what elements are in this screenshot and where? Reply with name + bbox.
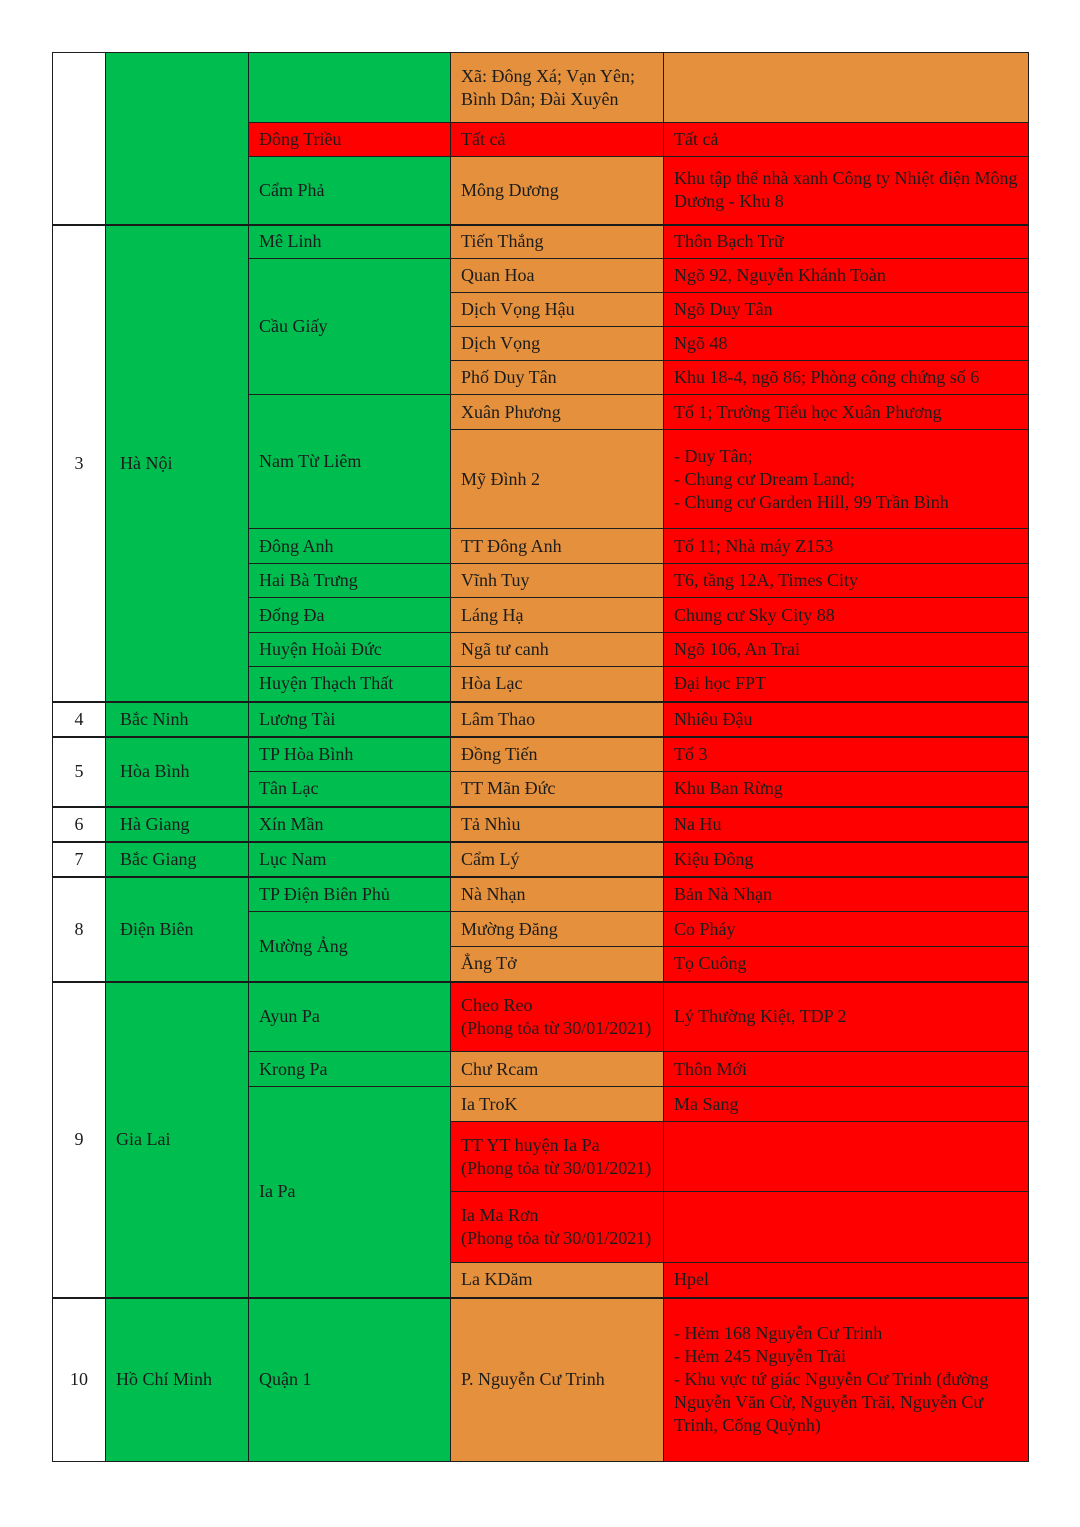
location-cell <box>664 1192 1029 1263</box>
district-cell: Đống Đa <box>249 598 451 633</box>
district-cell: TP Hòa Bình <box>249 737 451 772</box>
location-cell: Bản Nà Nhạn <box>664 877 1029 912</box>
ward-cell: TT YT huyện Ia Pa (Phong tỏa từ 30/01/2021) <box>451 1122 664 1192</box>
province-cell: Bắc Ninh <box>106 702 249 737</box>
location-cell: Thôn Mới <box>664 1052 1029 1087</box>
district-cell: Nam Từ Liêm <box>249 395 451 529</box>
location-cell: Ngõ Duy Tân <box>664 293 1029 327</box>
district-cell: TP Điện Biên Phủ <box>249 877 451 912</box>
ward-cell: Tiến Thắng <box>451 225 664 259</box>
ward-cell: Mường Đăng <box>451 912 664 947</box>
table-row <box>53 53 1029 123</box>
table-row <box>53 982 1029 1052</box>
stt-cell <box>53 53 106 225</box>
location-cell: Tổ 11; Nhà máy Z153 <box>664 529 1029 564</box>
stt-cell: 7 <box>53 842 106 877</box>
province-cell: Hòa Bình <box>106 737 249 807</box>
stt-cell: 3 <box>53 225 106 702</box>
location-cell: Ngõ 92, Nguyễn Khánh Toàn <box>664 259 1029 293</box>
district-cell: Đông Anh <box>249 529 451 564</box>
ward-cell: Đồng Tiến <box>451 737 664 772</box>
table-row <box>53 807 1029 842</box>
ward-cell: Dịch Vọng Hậu <box>451 293 664 327</box>
location-cell: T6, tầng 12A, Times City <box>664 564 1029 598</box>
location-cell: Khu tập thể nhà xanh Công ty Nhiệt điện Mông Dương - Khu 8 <box>664 157 1029 225</box>
ward-cell: Cheo Reo (Phong tỏa từ 30/01/2021) <box>451 982 664 1052</box>
district-cell: Ayun Pa <box>249 982 451 1052</box>
location-cell: Tọ Cuông <box>664 947 1029 982</box>
province-cell: Hồ Chí Minh <box>106 1298 249 1462</box>
location-cell: Kiệu Đông <box>664 842 1029 877</box>
ward-cell: Mỹ Đình 2 <box>451 430 664 529</box>
location-cell: - Hẻm 168 Nguyễn Cư Trinh - Hẻm 245 Nguyễn Trãi - Khu vực tứ giác Nguyễn Cư Trinh (đường Nguyễn Văn Cừ, Nguyễn Trãi, Nguyễn Cư Trinh, Cống Quỳnh) <box>664 1298 1029 1462</box>
district-cell: Đông Triều <box>249 123 451 157</box>
ward-cell: Tất cả <box>451 123 664 157</box>
district-cell <box>249 53 451 123</box>
stt-cell: 9 <box>53 982 106 1298</box>
outbreak-table <box>52 52 1029 1462</box>
province-cell <box>106 53 249 225</box>
location-cell: Thôn Bạch Trữ <box>664 225 1029 259</box>
district-cell: Hai Bà Trưng <box>249 564 451 598</box>
location-cell <box>664 53 1029 123</box>
table-row <box>53 842 1029 877</box>
province-cell: Hà Giang <box>106 807 249 842</box>
province-cell: Hà Nội <box>106 225 249 702</box>
stt-cell: 8 <box>53 877 106 982</box>
ward-cell: Mông Dương <box>451 157 664 225</box>
location-cell: Ma Sang <box>664 1087 1029 1122</box>
location-cell: Tất cả <box>664 123 1029 157</box>
district-cell: Cầu Giấy <box>249 259 451 395</box>
table-row <box>53 737 1029 772</box>
ward-cell: Vĩnh Tuy <box>451 564 664 598</box>
province-cell: Gia Lai <box>106 982 249 1298</box>
ward-cell: Xã: Đông Xá; Vạn Yên; Bình Dân; Đài Xuyên <box>451 53 664 123</box>
district-cell: Krong Pa <box>249 1052 451 1087</box>
district-cell: Tân Lạc <box>249 772 451 807</box>
ward-cell: Ngã tư canh <box>451 633 664 667</box>
stt-cell: 6 <box>53 807 106 842</box>
location-cell <box>664 1122 1029 1192</box>
table-row <box>53 877 1029 912</box>
location-cell: Đại học FPT <box>664 667 1029 702</box>
ward-cell: Lâm Thao <box>451 702 664 737</box>
location-cell: Hpel <box>664 1263 1029 1298</box>
location-cell: Ngõ 48 <box>664 327 1029 361</box>
ward-cell: P. Nguyễn Cư Trinh <box>451 1298 664 1462</box>
location-cell: Lý Thường Kiệt, TDP 2 <box>664 982 1029 1052</box>
ward-cell: Tả Nhìu <box>451 807 664 842</box>
stt-cell: 4 <box>53 702 106 737</box>
stt-cell: 10 <box>53 1298 106 1462</box>
ward-cell: Ẳng Tở <box>451 947 664 982</box>
ward-cell: Hòa Lạc <box>451 667 664 702</box>
district-cell: Ia Pa <box>249 1087 451 1298</box>
ward-cell: Nà Nhạn <box>451 877 664 912</box>
ward-cell: Chư Rcam <box>451 1052 664 1087</box>
location-cell: Co Pháy <box>664 912 1029 947</box>
location-cell: Tổ 3 <box>664 737 1029 772</box>
location-cell: - Duy Tân; - Chung cư Dream Land; - Chung cư Garden Hill, 99 Trần Bình <box>664 430 1029 529</box>
district-cell: Quận 1 <box>249 1298 451 1462</box>
table-row <box>53 702 1029 737</box>
ward-cell: Ia TroK <box>451 1087 664 1122</box>
location-cell: Nhiêu Đậu <box>664 702 1029 737</box>
location-cell: Khu Ban Rừng <box>664 772 1029 807</box>
ward-cell: Cẩm Lý <box>451 842 664 877</box>
district-cell: Mê Linh <box>249 225 451 259</box>
ward-cell: Ia Ma Rơn (Phong tỏa từ 30/01/2021) <box>451 1192 664 1263</box>
location-cell: Chung cư Sky City 88 <box>664 598 1029 633</box>
district-cell: Huyện Thạch Thất <box>249 667 451 702</box>
location-cell: Tổ 1; Trường Tiểu học Xuân Phương <box>664 395 1029 430</box>
ward-cell: Phố Duy Tân <box>451 361 664 395</box>
district-cell: Xín Mần <box>249 807 451 842</box>
ward-cell: Dịch Vọng <box>451 327 664 361</box>
location-cell: Na Hu <box>664 807 1029 842</box>
stt-cell: 5 <box>53 737 106 807</box>
province-cell: Bắc Giang <box>106 842 249 877</box>
ward-cell: Láng Hạ <box>451 598 664 633</box>
location-cell: Khu 18-4, ngõ 86; Phòng công chứng số 6 <box>664 361 1029 395</box>
ward-cell: Quan Hoa <box>451 259 664 293</box>
district-cell: Lương Tài <box>249 702 451 737</box>
district-cell: Lục Nam <box>249 842 451 877</box>
ward-cell: TT Mãn Đức <box>451 772 664 807</box>
province-cell: Điện Biên <box>106 877 249 982</box>
location-cell: Ngõ 106, An Trai <box>664 633 1029 667</box>
district-cell: Huyện Hoài Đức <box>249 633 451 667</box>
table-row <box>53 225 1029 259</box>
district-cell: Mường Ảng <box>249 912 451 982</box>
district-cell: Cẩm Phả <box>249 157 451 225</box>
ward-cell: La KDăm <box>451 1263 664 1298</box>
table-row <box>53 1298 1029 1462</box>
ward-cell: Xuân Phương <box>451 395 664 430</box>
ward-cell: TT Đông Anh <box>451 529 664 564</box>
